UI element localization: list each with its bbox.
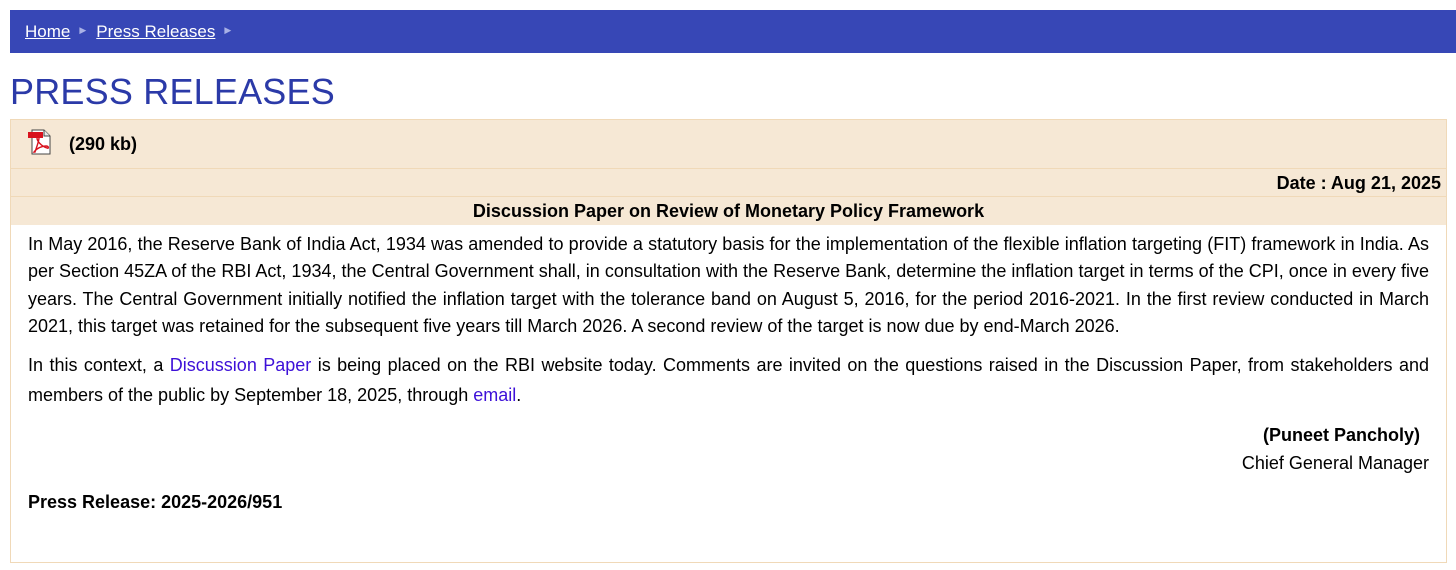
breadcrumb-home-link[interactable]: Home [25,21,71,41]
signature-block [28,421,1429,477]
signatory-title: Chief General Manager [1241,453,1429,474]
paragraph-text: In this context, a [28,355,170,376]
paragraph-context [28,350,1429,410]
paragraph-text: is being placed on the RBI website today. Comments are invited on the questions raised in the Discussion Paper, from stakeholders and members of the public by September 18, 2025, through [28,355,1429,406]
signatory-name: (Puneet Pancholy) [1262,425,1420,446]
file-size: (290 kb) [69,133,138,154]
breadcrumb [10,10,1456,53]
paragraph-text: . [516,385,522,406]
triangle-right-icon: ▶ [79,25,87,35]
paragraph-intro: In May 2016, the Reserve Bank of India Act, 1934 was amended to provide a statutory basis for the implementation of the flexible inflation targeting (FIT) framework in India. As per Section 45ZA of the RBI Act, 1934, the Central Government shall, in consultation with the Reserve Bank, determine the inflation target in terms of the CPI, once in every five years. The Central Government initially notified the inflation target with the tolerance band on August 5, 2016, for the period 2016-2021. In the first review conducted in March 2021, this target was retained for the subsequent five years till March 2026. A second review of the target is now due by end-March 2026. [28,234,1429,336]
page-title: PRESS RELEASES [10,71,335,112]
release-body [11,225,1446,513]
breadcrumb-press-releases-link[interactable]: Press Releases [96,21,216,41]
email-link[interactable]: email [473,385,517,406]
triangle-right-icon: ▶ [224,25,232,35]
release-date: Date : Aug 21, 2025 [11,169,1446,197]
press-release-number: Press Release: 2025-2026/951 [28,492,283,513]
press-release-panel [10,119,1447,563]
release-title: Discussion Paper on Review of Monetary Policy Framework [11,197,1446,225]
pdf-icon[interactable] [27,129,53,160]
file-row [11,120,1446,169]
discussion-paper-link[interactable]: Discussion Paper [169,355,312,376]
